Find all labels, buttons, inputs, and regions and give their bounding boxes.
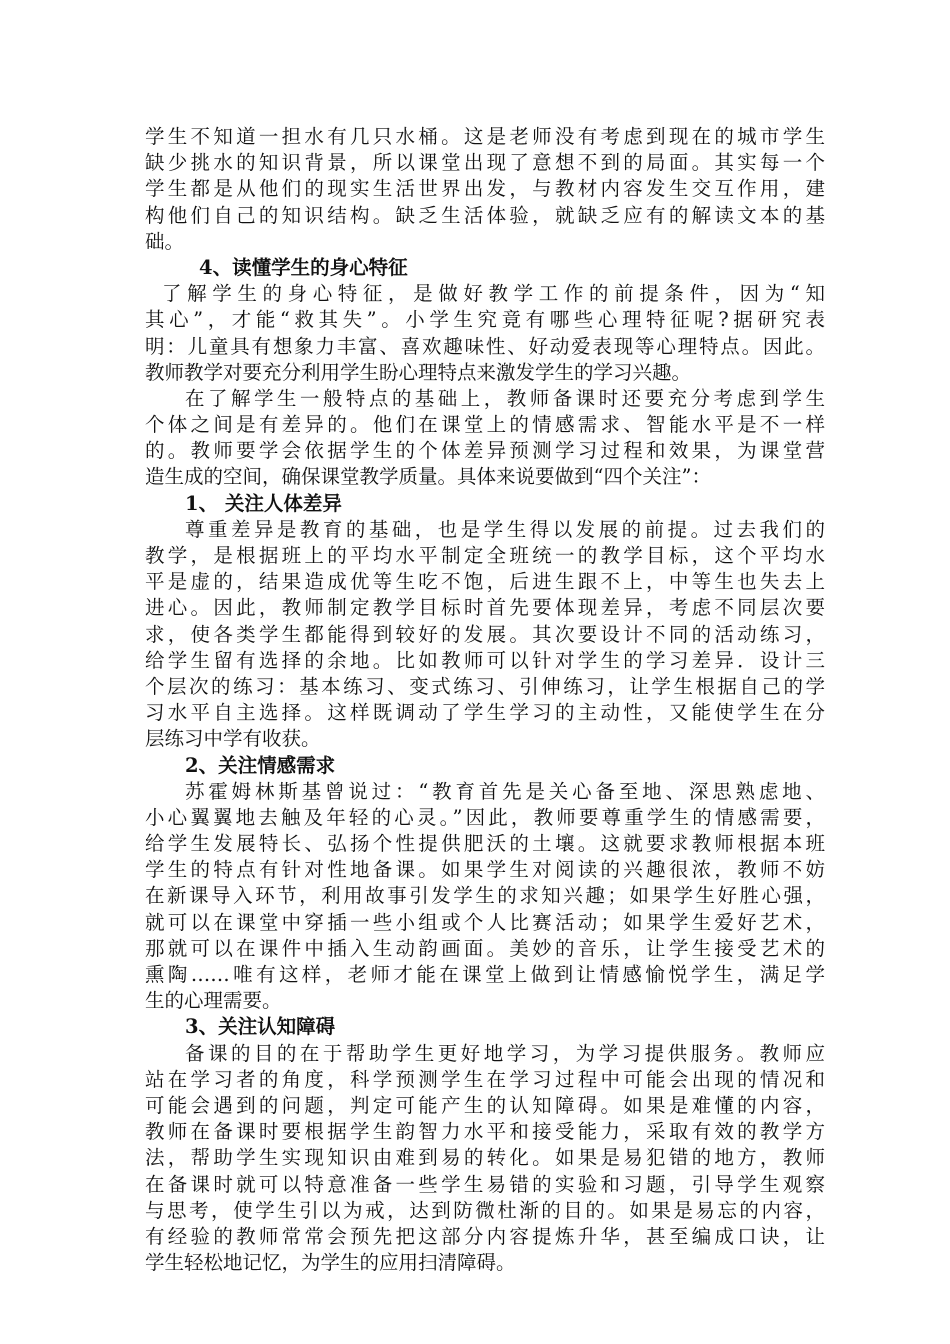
text-line: 教师在备课时要根据学生韵智力水平和接受能力，采取有效的教学方 [145,1120,825,1144]
text-line: 那就可以在课件中插入生动韵画面。美妙的音乐，让学生接受艺术的 [145,936,825,960]
text-line: 求，使各类学生都能得到较好的发展。其次要设计不同的活动练习， [145,622,825,646]
text-line: 苏霍姆林斯基曾说过：“教育首先是关心备至地、深思熟虑地、 [185,779,825,803]
text-line: 进心。因此，教师制定教学目标时首先要体现差异，考虑不同层次要 [145,596,825,620]
text-line: 缺少挑水的知识背景，所以课堂出现了意想不到的局面。其实每一个 [145,151,825,175]
text-line: 站在学习者的角度，科学预测学生在学习过程中可能会出现的情况和 [145,1067,825,1091]
text-line: 学生轻松地记忆，为学生的应用扫清障碍。 [145,1251,516,1275]
text-line: 础。 [145,229,185,253]
subsection-heading: 1、 关注人体差异 [185,491,342,515]
text-line: 平是虚的，结果造成优等生吃不饱，后进生跟不上，中等生也失去上 [145,570,825,594]
text-line: 习水平自主选择。这样既调动了学生学习的主动性，又能使学生在分 [145,701,825,725]
text-line: 给学生留有选择的余地。比如教师可以针对学生的学习差异．设计三 [145,648,825,672]
text-line: 造生成的空间，确保课堂教学质量。具体来说要做到“四个关注”： [145,465,711,489]
text-line: 小心翼翼地去触及年轻的心灵。”因此，教师要尊重学生的情感需要， [145,805,825,829]
text-line: 与思考，使学生引以为戒，达到防微杜渐的目的。如果是易忘的内容， [145,1198,825,1222]
text-line: 在了解学生一般特点的基础上，教师备课时还要充分考虑到学生 [185,386,825,410]
text-line: 的。教师要学会依据学生的个体差异预测学习过程和效果，为课堂营 [145,439,825,463]
text-line: 个层次的练习：基本练习、变式练习、引伸练习，让学生根据自己的学 [145,674,825,698]
section-heading: 4、读懂学生的身心特征 [199,255,408,279]
text-line: 个体之间是有差异的。他们在课堂上的情感需求、智能水平是不一样 [145,413,825,437]
text-line: 有经验的教师常常会预先把这部分内容提炼升华，甚至编成口诀，让 [145,1224,825,1248]
text-line: 就可以在课堂中穿插一些小组或个人比赛活动；如果学生爱好艺术， [145,910,825,934]
subsection-heading: 2、关注情感需求 [185,753,336,777]
text-line: 给学生发展特长、弘扬个性提供肥沃的土壤。这就要求教师根据本班 [145,832,825,856]
body-text [145,124,825,1276]
text-line: 在备课时就可以特意准备一些学生易错的实验和习题，引导学生观察 [145,1172,825,1196]
text-line: 熏陶……唯有这样，老师才能在课堂上做到让情感愉悦学生，满足学 [145,963,825,986]
text-line: 教学，是根据班上的平均水平制定全班统一的教学目标，这个平均水 [145,544,825,567]
text-line: 层练习中学有收获。 [145,727,321,751]
text-line: 了解学生的身心特征，是做好教学工作的前提条件，因为“知 [162,282,825,306]
text-line: 法，帮助学生实现知识由难到易的转化。如果是易犯错的地方，教师 [145,1146,825,1170]
text-line: 可能会遇到的问题，判定可能产生的认知障碍。如果是难懂的内容， [145,1093,825,1117]
text-line: 其心”，才能“救其失”。小学生究竟有哪些心理特征呢?据研究表 [145,308,825,332]
text-line: 备课的目的在于帮助学生更好地学习，为学习提供服务。教师应 [185,1041,825,1065]
text-line: 学生都是从他们的现实生活世界出发，与教材内容发生交互作用，建 [145,177,825,201]
text-line: 学生不知道一担水有几只水桶。这是老师没有考虑到现在的城市学生 [145,125,825,148]
text-line: 在新课导入环节，利用故事引发学生的求知兴趣；如果学生好胜心强， [145,884,825,908]
text-line: 生的心理需要。 [145,989,282,1013]
text-line: 明：儿童具有想象力丰富、喜欢趣味性、好动爱表现等心理特点。因此。 [145,334,825,358]
text-line: 构他们自己的知识结构。缺乏生活体验，就缺乏应有的解读文本的基 [145,203,825,227]
text-line: 学生的特点有针对性地备课。如果学生对阅读的兴趣很浓，教师不妨 [145,858,825,882]
subsection-heading: 3、关注认知障碍 [185,1015,336,1039]
text-line: 教师教学对要充分利用学生盼心理特点来激发学生的学习兴趣。 [145,360,692,384]
text-line: 尊重差异是教育的基础，也是学生得以发展的前提。过去我们的 [185,517,825,541]
